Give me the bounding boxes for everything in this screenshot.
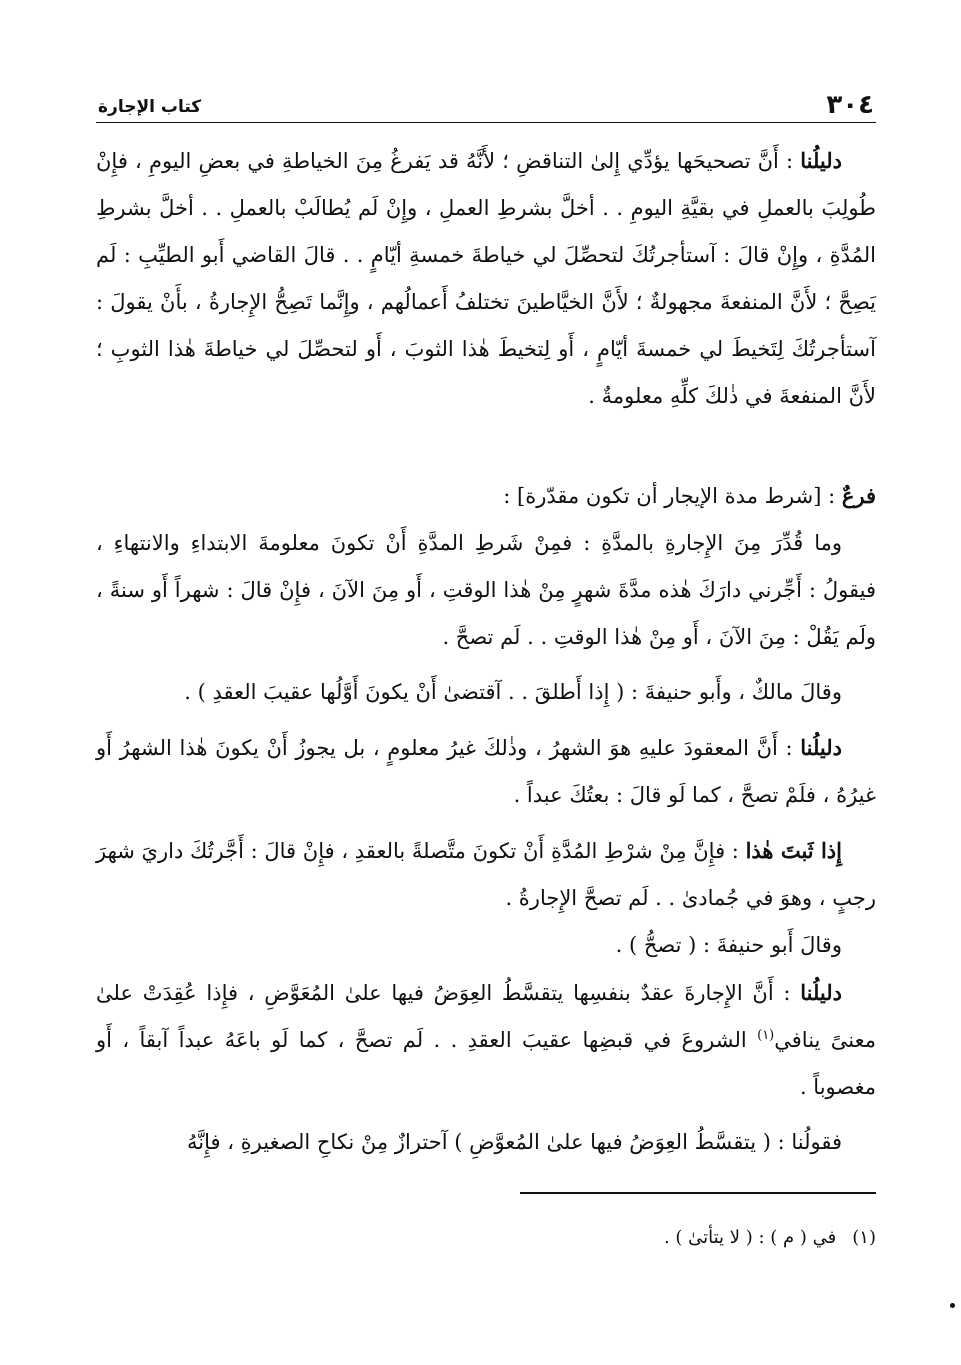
paragraph-evidence-1 bbox=[96, 137, 876, 420]
paragraph-text: : أَنَّ تصحيحَها يؤدِّي إِلىٰ التناقضِ ؛ لأَنَّهُ قد يَفرغُ مِنَ الخياطةِ في بعضِ اليومِ ، فإِنْ طُولِبَ بالعملِ في بقيَّةِ اليومِ . . أخلَّ بشرطِ العملِ ، وإِنْ لَم يُطالَبْ بالعملِ . . أخلَّ بشرطِ المُدَّةِ ، وإِنْ قالَ : آستأجرتُكَ لتحصِّلَ لي خياطةَ خمسةِ أيّامٍ . . قالَ القاضي أَبو الطيِّبِ : لَم يَصِحَّ ؛ لأَنَّ المنفعةَ مجهولةٌ ؛ لأَنَّ الخيَّاطينَ تختلفُ أَعمالُهم ، وإِنَّما تَصِحُّ الإِجارةُ ، بأَنْ يقولَ : آستأجرتُكَ لِتَخيطَ لي خمسةَ أيّامٍ ، أَو لِتخيطَ هٰذا الثوبَ ، أَو لتحصِّلَ لي خياطةَ هٰذا الثوبِ ؛ لأَنَّ المنفعةَ في ذٰلكَ كلِّهِ معلومةٌ . bbox=[96, 149, 876, 408]
section-heading-title: : [شرط مدة الإيجار أن تكون مقدّرة] : bbox=[503, 484, 842, 508]
footnote-reference[interactable]: (١) bbox=[757, 1028, 775, 1043]
paragraph-text: وما قُدِّرَ مِنَ الإِجارةِ بالمدَّةِ : فمِنْ شَرطِ المدَّةِ أَنْ تكونَ معلومةَ الابتداءِ والانتهاءِ ، فيقولُ : أَجِّرني دارَكَ هٰذه مدَّةَ شهرٍ مِنْ هٰذا الوقتِ ، أَو مِنَ الآنَ ، فإِنْ قالَ : شهراً أَو سنةً ، ولَم يَقُلْ : مِنَ الآنَ ، أَو مِنْ هٰذا الوقتِ . . لَم تصحَّ . bbox=[96, 531, 876, 649]
paragraph-text: وقالَ مالكٌ ، وأَبو حنيفةَ : ( إِذا أَطلقَ . . آقتضىٰ أَنْ يكونَ أَوَّلُها عقيبَ العقدِ ) . bbox=[184, 680, 842, 704]
page-number: ٣٠٤ bbox=[826, 90, 874, 120]
paragraph-text: وقالَ أَبو حنيفةَ : ( تصحُّ ) . bbox=[615, 933, 842, 957]
paragraph-lead: دليلُنا bbox=[800, 735, 842, 760]
footnote bbox=[96, 1224, 876, 1252]
section-heading-far bbox=[96, 472, 876, 520]
paragraph-lead: إِذا ثَبتَ هٰذا bbox=[745, 838, 842, 863]
paragraph-abu-hanifa bbox=[96, 922, 876, 969]
paragraph-evidence-2 bbox=[96, 724, 876, 819]
paragraph-lead: دليلُنا bbox=[800, 148, 842, 173]
section-heading-label: فرعٌ bbox=[841, 483, 876, 508]
footnote-text: في ( م ) : ( لا يتأتىٰ ) . bbox=[663, 1227, 837, 1248]
paragraph-text: : فإِنَّ مِنْ شرْطِ المُدَّةِ أَنْ تكونَ متَّصلةً بالعقدِ ، فإِنْ قالَ : أَجَّرتُكَ داريَ شهرَ رجبٍ ، وهوَ في جُمادىٰ . . لَم تصحَّ الإِجارةُ . bbox=[96, 839, 876, 910]
book-page bbox=[96, 78, 876, 1252]
paragraph-if-established bbox=[96, 827, 876, 922]
scan-dot-mark bbox=[950, 1303, 955, 1308]
paragraph-text: : أَنَّ المعقودَ عليهِ هوَ الشهرُ ، وذٰلكَ غيرُ معلومٍ ، بل يجوزُ أَنْ يكونَ هٰذا الشهرُ أَو غيرُهُ ، فلَمْ تصحَّ ، كما لَو قالَ : بعتُكَ عبداً . bbox=[96, 736, 876, 807]
paragraph-text: فقولُنا : ( يتقسَّطُ العِوَضُ فيها علىٰ المُعوَّضِ ) آحترازٌ مِنْ نكاحِ الصغيرةِ ، فإِنَّهُ bbox=[187, 1130, 842, 1154]
paragraph-lead: دليلُنا bbox=[800, 980, 842, 1005]
paragraph-malik-abu-hanifa bbox=[96, 669, 876, 716]
paragraph-our-statement bbox=[96, 1119, 876, 1166]
running-title: كتاب الإجارة bbox=[98, 97, 202, 117]
footnote-number: (١) bbox=[852, 1227, 876, 1248]
paragraph-text-continued: الشروعَ في قبضِها عقيبَ العقدِ . . لَم تصحَّ ، كما لَو باعَهُ عبداً آبقاً ، أَو مغصوباً . bbox=[96, 1028, 876, 1099]
paragraph-duration-condition bbox=[96, 520, 876, 661]
footnote-divider bbox=[520, 1192, 876, 1194]
page-header bbox=[96, 78, 876, 123]
paragraph-text: : أَنَّ الإِجارةَ عقدٌ بنفسِها يتقسَّطُ العِوَضُ فيها علىٰ المُعَوَّضِ ، فإِذا عُقِدَتْ علىٰ معنىً ينافي bbox=[96, 981, 876, 1052]
paragraph-evidence-3 bbox=[96, 969, 876, 1111]
main-text bbox=[96, 137, 876, 1166]
